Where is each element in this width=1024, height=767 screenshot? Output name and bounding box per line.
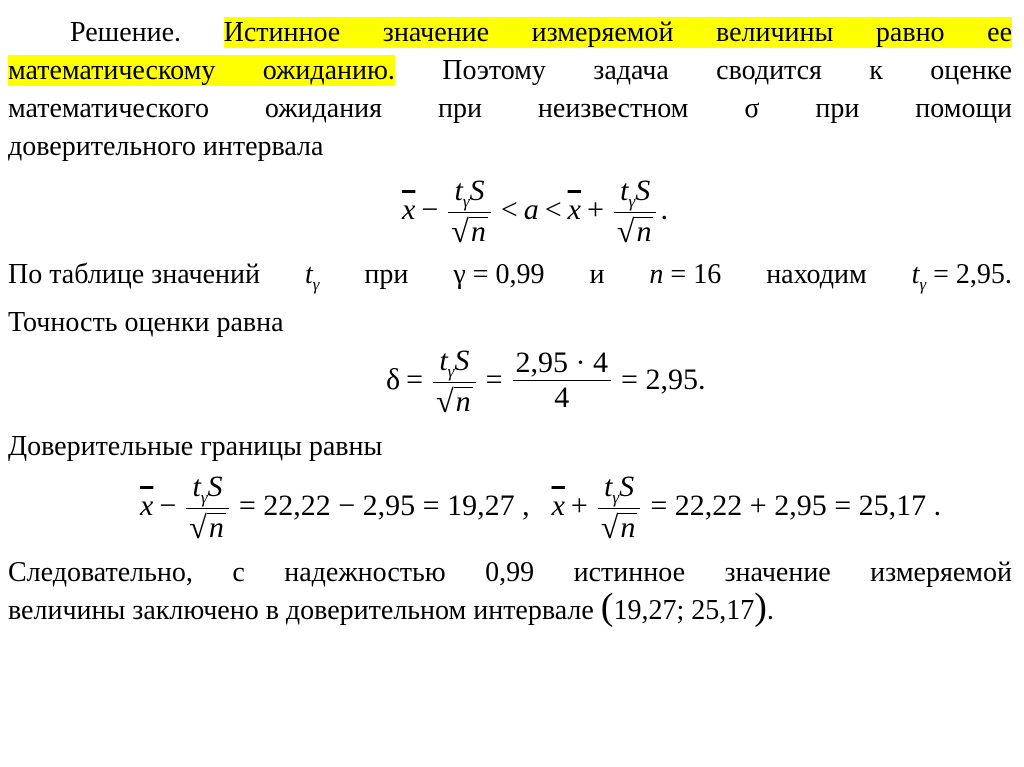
- minus-sign: −: [159, 489, 177, 522]
- open-paren: (: [600, 586, 614, 628]
- t-symbol: t: [304, 259, 313, 290]
- lower-bound: = 22,22 − 2,95 = 19,27 ,: [238, 489, 530, 522]
- intro-text-3: математического ожидания при неизвестном σ при помощи: [8, 93, 1012, 124]
- equals-sign: =: [485, 363, 503, 396]
- xbar: $\overline{x}$: [402, 193, 416, 226]
- formula-delta: [386, 344, 711, 419]
- solution-label: Решение.: [70, 17, 182, 48]
- t-symbol: t: [911, 259, 920, 290]
- s-symbol: S: [635, 174, 651, 207]
- sqrt-icon: √: [616, 213, 635, 249]
- s-symbol: S: [454, 344, 470, 377]
- numerator: [436, 344, 472, 382]
- gamma-subscript: γ: [312, 275, 320, 294]
- gamma-subscript: γ: [919, 275, 927, 294]
- and-text: и: [589, 259, 605, 290]
- xbar: $\overline{x}$: [567, 193, 581, 226]
- conclusion-text-2: величины заключено в доверительном интервале: [8, 595, 594, 626]
- delta-result: = 2,95.: [621, 363, 706, 396]
- n-symbol: n: [620, 511, 636, 544]
- equals-sign: =: [406, 363, 424, 396]
- fraction-numeric: [513, 346, 612, 415]
- s-symbol: S: [469, 174, 485, 207]
- gamma-subscript: γ: [200, 488, 208, 507]
- xbar: $\overline{x}$: [140, 489, 154, 522]
- a-symbol: a: [523, 193, 539, 226]
- numerator: [452, 174, 488, 212]
- table-text: По таблице значений: [8, 259, 260, 290]
- denominator: [614, 213, 657, 249]
- xbar: $\overline{x}$: [551, 489, 565, 522]
- t-result: = 2,95.: [933, 259, 1012, 290]
- gamma-subscript: γ: [628, 192, 636, 211]
- denominator: [598, 509, 641, 545]
- t-symbol: t: [454, 174, 463, 207]
- table-line: [8, 256, 1012, 297]
- t-symbol: t: [604, 470, 613, 503]
- s-symbol: S: [619, 470, 635, 503]
- when-text: при: [364, 259, 409, 290]
- t-symbol: t: [620, 174, 629, 207]
- gamma-subscript: γ: [447, 362, 455, 381]
- sqrt-icon: √: [189, 509, 207, 545]
- sqrt-icon: √: [436, 383, 454, 419]
- sqrt-icon: √: [600, 509, 619, 545]
- intro-line-4: [8, 128, 1012, 166]
- t-symbol: t: [192, 470, 201, 503]
- formula-interval: [402, 174, 668, 249]
- denominator: [448, 213, 491, 249]
- accuracy-text: Точность оценки равна: [8, 307, 284, 338]
- plus-sign: +: [570, 489, 588, 522]
- formula-bounds: [140, 470, 947, 545]
- bounds-label: [8, 428, 1012, 466]
- sqrt-icon: √: [451, 213, 469, 249]
- highlight-statement-1: Истинное значение измеряемой величины равно ее: [223, 17, 1013, 48]
- period: .: [766, 595, 774, 626]
- gamma-value: γ = 0,99: [453, 259, 545, 290]
- n-value: [649, 256, 721, 294]
- gamma-subscript: γ: [612, 488, 620, 507]
- n-symbol: n: [208, 511, 224, 544]
- bounds-text: Доверительные границы равны: [8, 431, 383, 462]
- intro-text-4: доверительного интервала: [8, 131, 324, 162]
- s-symbol: S: [207, 470, 223, 503]
- denominator: [186, 509, 229, 545]
- t-gamma: [305, 256, 319, 297]
- fraction-t-s-sqrt-n: [614, 174, 657, 249]
- numerator-numeric: 2,95 · 4: [515, 345, 609, 379]
- t-gamma-result: [912, 256, 1012, 297]
- found-text: находим: [766, 259, 867, 290]
- conclusion-line-2: [8, 586, 1012, 630]
- numerator: [617, 174, 653, 212]
- fraction-t-s-sqrt-n: [433, 344, 476, 419]
- n-symbol: n: [649, 259, 664, 290]
- accuracy-label: [8, 304, 1012, 342]
- close-paren: ): [754, 586, 767, 628]
- denominator-numeric: 4: [554, 380, 570, 414]
- numerator: [190, 470, 226, 508]
- less-than-sign: <: [544, 193, 562, 226]
- upper-bound: = 22,22 + 2,95 = 25,17 .: [650, 489, 942, 522]
- period: .: [660, 193, 668, 226]
- delta-symbol: δ: [386, 363, 401, 396]
- highlight-statement-2: математическому ожиданию.: [8, 55, 395, 86]
- conclusion-text-1: Следовательно, с надежностью 0,99 истинное значение измеряемой: [8, 557, 1012, 588]
- denominator: [433, 383, 476, 419]
- intro-rest: Поэтому задача сводится к оценке: [442, 55, 1012, 86]
- n-symbol: n: [455, 385, 471, 418]
- interval-value: 19,27; 25,17: [613, 595, 755, 626]
- plus-sign: +: [586, 193, 604, 226]
- n-equals: = 16: [670, 259, 722, 290]
- fraction-t-s-sqrt-n: [448, 174, 491, 249]
- n-symbol: n: [636, 215, 652, 248]
- gamma-subscript: γ: [462, 192, 470, 211]
- fraction-t-s-sqrt-n: [186, 470, 229, 545]
- numerator: [601, 470, 637, 508]
- fraction-t-s-sqrt-n: [598, 470, 641, 545]
- minus-sign: −: [421, 193, 439, 226]
- t-symbol: t: [439, 344, 448, 377]
- n-symbol: n: [470, 215, 486, 248]
- less-than-sign: <: [500, 193, 518, 226]
